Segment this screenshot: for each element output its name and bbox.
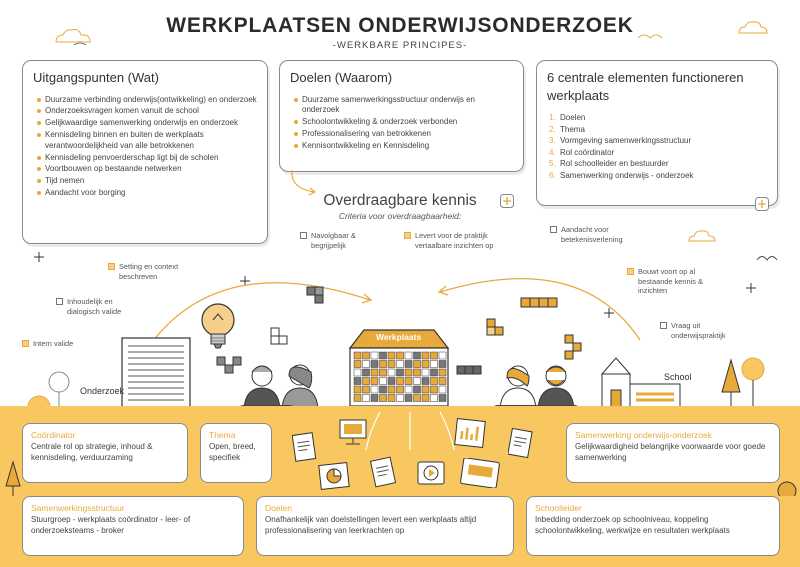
samenwerking-card: [566, 423, 780, 483]
schoolleider-card: [526, 496, 780, 556]
structuur-title: Samenwerkingsstructuur: [31, 503, 125, 513]
criterium-aandacht: Aandacht voor betekenisverlening: [550, 225, 650, 244]
school-building-icon: [598, 354, 684, 410]
checkbox-icon: [300, 232, 307, 239]
list-item: 2. Thema: [549, 124, 585, 134]
samenwerking-title: Samenwerking onderwijs-onderzoek: [575, 430, 713, 440]
document-icon: [370, 456, 398, 488]
criterium-levert: Levert voor de praktijk vertaalbare inzichten op: [404, 231, 516, 250]
cloud-icon: [686, 228, 718, 244]
criterium-vraag: Vraag uit onderwijspraktijk: [660, 321, 752, 340]
puzzle-piece-icon: [306, 286, 328, 308]
list-item: Kennisontwikkeling en Kennisdeling: [294, 141, 513, 152]
doelen-card: [279, 60, 524, 172]
coordinator-body: Centrale rol op strategie, inhoud & kennisdeling, verduurzaming: [31, 442, 153, 462]
doelen-bottom-title: Doelen: [265, 503, 292, 513]
coordinator-title: Coördinator: [31, 430, 76, 440]
lightbulb-icon: [196, 300, 240, 352]
puzzle-piece-icon: [486, 318, 506, 338]
bush-icon: [776, 480, 798, 496]
page-subtitle: -WERKBARE PRINCIPES-: [332, 40, 468, 51]
sparkle-icon: [746, 283, 756, 293]
overdraagbare-subtitle: Criteria voor overdraagbaarheid:: [338, 211, 462, 221]
criterium-intern: Intern valide: [22, 339, 102, 349]
onderzoekers-people-icon: [240, 362, 324, 408]
cloud-icon: [52, 26, 96, 46]
list-item: Gelijkwaardige samenwerking onderwijs en onderzoek: [37, 118, 257, 129]
doelen-bottom-card: [256, 496, 514, 556]
criterium-setting: Setting en context beschreven: [108, 262, 198, 281]
list-item: Kennisdeling binnen en buiten de werkplaats verantwoordelijkheid van alle betrokkenen: [37, 130, 257, 152]
plus-icon: [500, 194, 514, 208]
bird-icon: [756, 252, 778, 262]
list-item: Duurzame verbinding onderwijs(ontwikkeling) en onderzoek: [37, 95, 257, 106]
play-video-icon: [416, 460, 446, 486]
thema-body: Open, breed, specifiek: [209, 442, 256, 462]
puzzle-piece-icon: [564, 334, 584, 360]
cloud-icon: [636, 28, 666, 40]
list-item: Duurzame samenwerkingsstructuur onderwijs en onderzoek: [294, 95, 513, 117]
criterium-navolgbaar: Navolgbaar & begrijpelijk: [300, 231, 380, 250]
document-icon: [292, 432, 318, 462]
pie-chart-icon: [318, 462, 350, 490]
arrows-icon: [360, 410, 460, 454]
list-item: Tijd nemen: [37, 176, 257, 187]
tree-icon: [740, 356, 766, 410]
media-card-icon: [460, 458, 500, 488]
puzzle-piece-icon: [456, 364, 482, 378]
thema-title: Thema: [209, 430, 236, 440]
overdraagbare-title: Overdraagbare kennis: [323, 192, 477, 209]
structuur-card: [22, 496, 244, 556]
schoolleider-title: Schoolleider: [535, 503, 582, 513]
doelen-bottom-body: Onafhankelijk van doelstellingen levert een werkplaats altijd professionalisering van leerkrachten op: [265, 515, 477, 535]
page-title: WERKPLAATSEN ONDERWIJSONDERZOEK: [166, 14, 634, 37]
document-icon: [508, 428, 534, 458]
checkbox-icon: [660, 322, 667, 329]
elementen-list: [549, 112, 767, 182]
criterium-bouwt: Bouwt voort op al bestaande kennis & inzichten: [627, 267, 731, 296]
list-item: 5. Rol schoolleider en bestuurder: [549, 159, 669, 169]
schoolleider-body: Inbedding onderzoek op schoolniveau, koppeling schoolontwikkeling, werkwijze en resultaten werkplaats: [535, 515, 730, 535]
thema-card: [200, 423, 272, 483]
puzzle-piece-icon: [520, 296, 560, 310]
checkbox-icon: [550, 226, 557, 233]
doelen-title: Doelen (Waarom): [290, 70, 393, 85]
checkbox-icon: [108, 263, 115, 270]
checkbox-icon: [56, 298, 63, 305]
checkbox-icon: [22, 340, 29, 347]
uitgangspunten-title: Uitgangspunten (Wat): [33, 70, 159, 85]
samenwerking-body: Gelijkwaardigheid belangrijke voorwaarde voor goede samenwerking: [575, 442, 766, 462]
list-item: Kennisdeling penvoerderschap ligt bij de scholen: [37, 153, 257, 164]
list-item: Aandacht voor borging: [37, 188, 257, 199]
list-item: Professionalisering van betrokkenen: [294, 129, 513, 140]
cloud-icon: [736, 18, 770, 36]
tree-icon: [720, 358, 742, 410]
list-item: 1. Doelen: [549, 113, 586, 123]
tree-icon: [4, 460, 22, 496]
onderzoek-label: Onderzoek: [80, 386, 125, 396]
puzzle-piece-icon: [270, 327, 292, 349]
criterium-inhoudelijk: Inhoudelijk en dialogisch valide: [56, 297, 142, 316]
elementen-title: 6 centrale elementen functioneren werkplaats: [547, 70, 744, 103]
school-label: School: [664, 372, 692, 382]
checkbox-icon: [404, 232, 411, 239]
onderzoek-building-icon: [120, 336, 192, 410]
list-item: Schoolontwikkeling & onderzoek verbonden: [294, 117, 513, 128]
list-item: 4. Rol coördinator: [549, 147, 615, 157]
puzzle-piece-icon: [216, 356, 242, 374]
werkplaats-label: Werkplaats: [376, 332, 422, 342]
list-item: 6. Samenwerking onderwijs - onderzoek: [549, 171, 694, 181]
list-item: Voortbouwen op bestaande netwerken: [37, 164, 257, 175]
list-item: Onderzoeksvragen komen vanuit de school: [37, 106, 257, 117]
sparkle-icon: [34, 252, 44, 262]
coordinator-card: [22, 423, 188, 483]
uitgangspunten-list: [37, 95, 257, 199]
structuur-body: Stuurgroep - werkplaats coördinator - leer- of onderzoeksteams - broker: [31, 515, 191, 535]
doelen-list: [294, 95, 513, 152]
list-item: 3. Vormgeving samenwerkingsstructuur: [549, 136, 692, 146]
elementen-card: [536, 60, 778, 206]
leerkracht-people-icon: [496, 362, 580, 408]
